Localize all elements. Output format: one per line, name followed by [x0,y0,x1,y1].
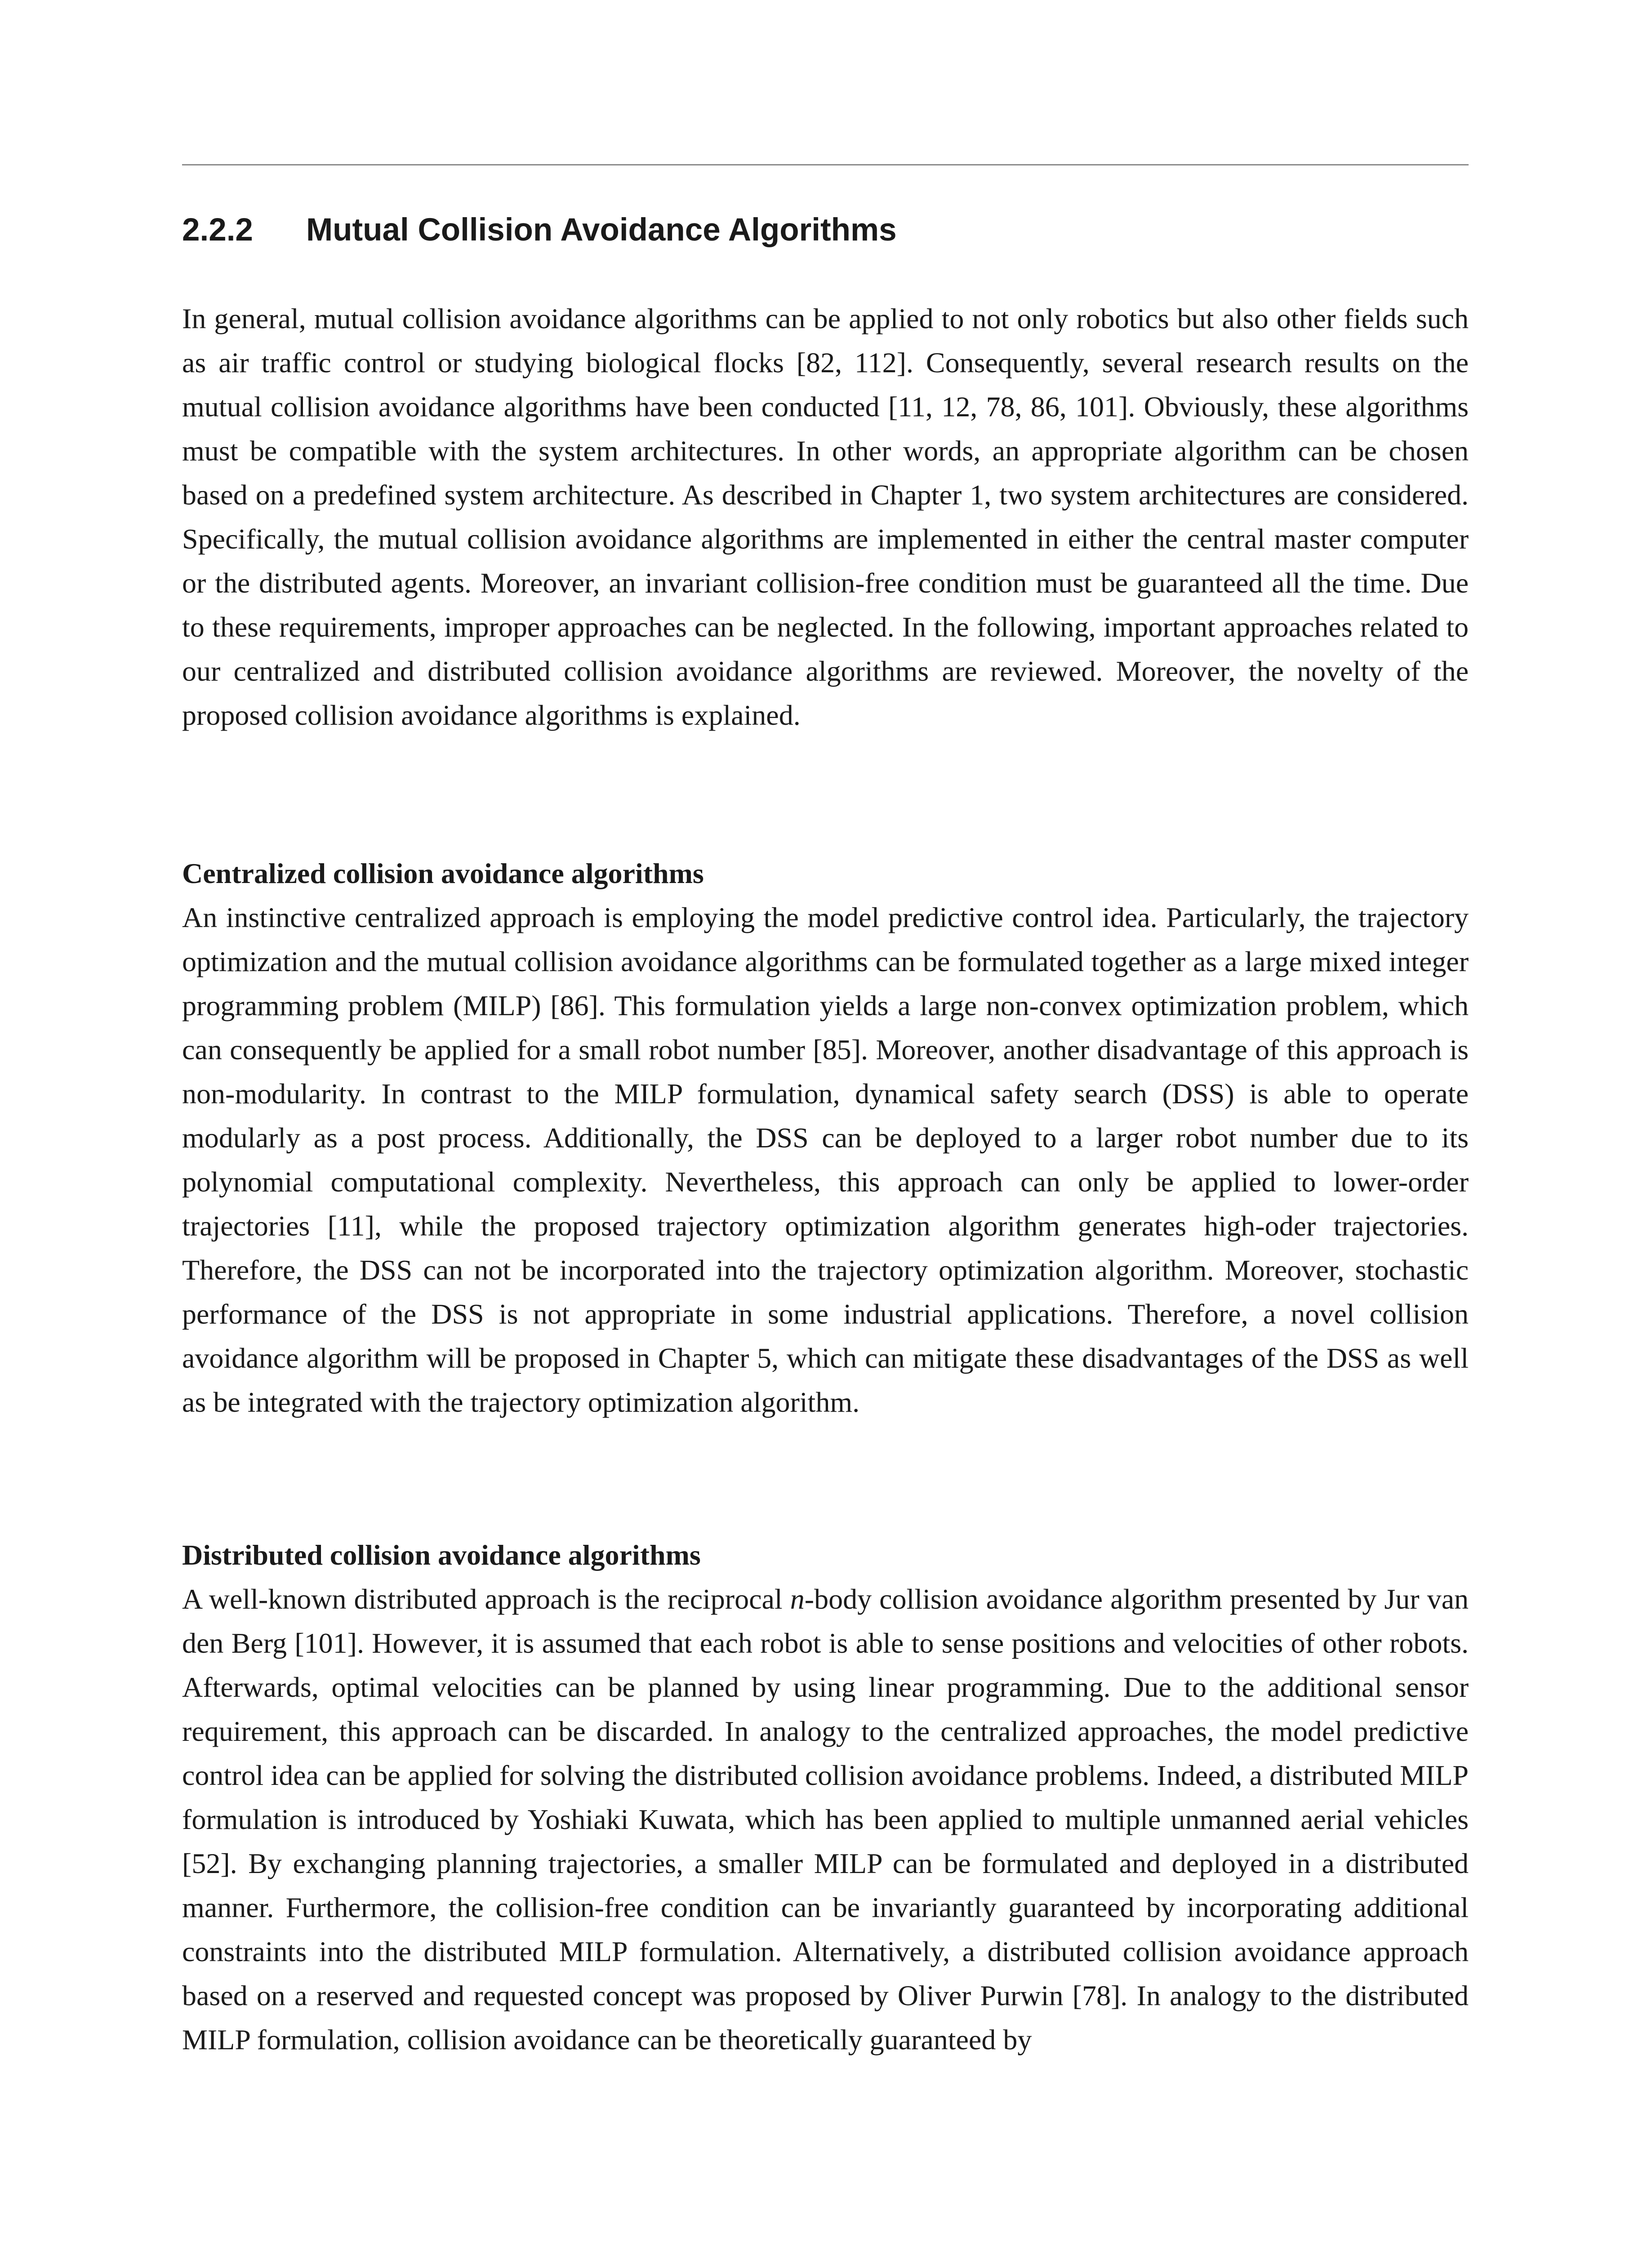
distributed-paragraph [182,1577,1469,2062]
intro-paragraph: In general, mutual collision avoidance algorithms can be applied to not only robotics but also other fields such as air traffic control or studying biological flocks [82, 112]. Consequently, several research results on the mutual collision avoidance algorithms have been conducted [11, 12, 78, 86, 101]. Obviously, these algorithms must be compatible with the system architectures. In other words, an appropriate algorithm can be chosen based on a predefined system architecture. As described in Chapter 1, two system architectures are considered. Specifically, the mutual collision avoidance algorithms are implemented in either the central master computer or the distributed agents. Moreover, an invariant collision-free condition must be guaranteed all the time. Due to these requirements, improper approaches can be neglected. In the following, important approaches related to our centralized and distributed collision avoidance algorithms are reviewed. Moreover, the novelty of the proposed collision avoidance algorithms is explained. [182,303,1469,731]
section-number: 2.2.2 [182,212,253,248]
section-heading [182,208,897,253]
book-page [182,0,1469,2248]
distributed-heading: Distributed collision avoidance algorithms [182,1539,701,1571]
centralized-paragraph: An instinctive centralized approach is employing the model predictive control idea. Particularly, the trajectory optimization and the mutual collision avoidance algorithms can be formulated together as a large mixed integer programming problem (MILP) [86]. This formulation yields a large non-convex optimization problem, which can consequently be applied for a small robot number [85]. Moreover, another disadvantage of this approach is non-modularity. In contrast to the MILP formulation, dynamical safety search (DSS) is able to operate modularly as a post process. Additionally, the DSS can be deployed to a larger robot number due to its polynomial computational complexity. Nevertheless, this approach can only be applied to lower-order trajectories [11], while the proposed trajectory optimization algorithm generates high-oder trajectories. Therefore, the DSS can not be incorporated into the trajectory optimization algorithm. Moreover, stochastic performance of the DSS is not appropriate in some industrial applications. Therefore, a novel collision avoidance algorithm will be proposed in Chapter 5, which can mitigate these disadvantages of the DSS as well as be integrated with the trajectory optimization algorithm. [182,901,1469,1418]
header-rule [182,164,1469,165]
centralized-heading: Centralized collision avoidance algorithms [182,857,704,889]
n-variable: n [790,1583,805,1615]
distributed-text-rest: -body collision avoidance algorithm presented by Jur van den Berg [101]. However, it is assumed that each robot is able to sense positions and velocities of other robots. Afterwards, optimal velocities can be planned by using linear programming. Due to the additional sensor requirement, this approach can be discarded. In analogy to the centralized approaches, the model predictive control idea can be applied for solving the distributed collision avoidance problems. Indeed, a distributed MILP formulation is introduced by Yoshiaki Kuwata, which has been applied to multiple unmanned aerial vehicles [52]. By exchanging planning trajectories, a smaller MILP can be formulated and deployed in a distributed manner. Furthermore, the collision-free condition can be invariantly guaranteed by incorporating additional constraints into the distributed MILP formulation. Alternatively, a distributed collision avoidance approach based on a reserved and requested concept was proposed by Oliver Purwin [78]. In analogy to the distributed MILP formulation, collision avoidance can be theoretically guaranteed by [182,1583,1469,2056]
distributed-text-start: A well-known distributed approach is the reciprocal [182,1583,790,1615]
section-title: Mutual Collision Avoidance Algorithms [306,212,897,248]
